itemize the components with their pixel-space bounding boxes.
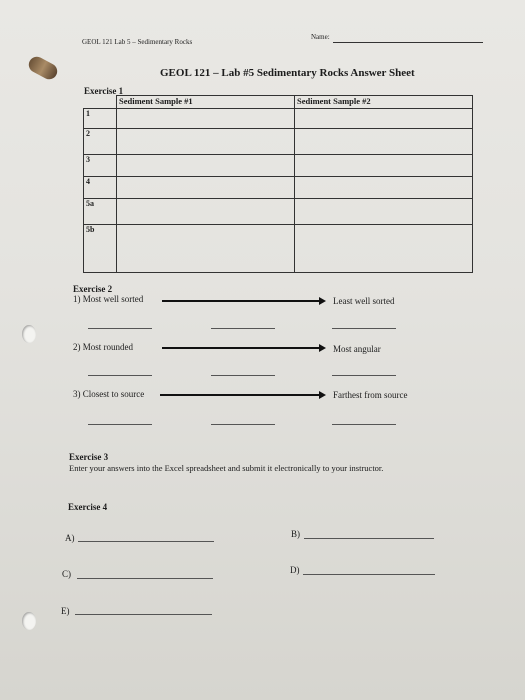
- answer-cell[interactable]: [295, 109, 473, 129]
- course-header: GEOL 121 Lab 5 – Sedimentary Rocks: [82, 38, 193, 46]
- exercise1-heading: Exercise 1: [84, 86, 124, 96]
- exercise3-instructions: Enter your answers into the Excel spreadsheet and submit it electronically to your instructor.: [69, 463, 384, 473]
- answer-label: D): [290, 565, 300, 575]
- answer-label: E): [61, 606, 70, 616]
- answer-blank[interactable]: [211, 328, 275, 329]
- answer-cell[interactable]: [117, 129, 295, 155]
- row-label: 1: [84, 109, 117, 129]
- exercise2-heading: Exercise 2: [73, 284, 113, 294]
- exercise1-table: [83, 95, 473, 273]
- answer-blank[interactable]: [77, 578, 213, 579]
- answer-blank[interactable]: [88, 424, 152, 425]
- row-label: 5a: [84, 199, 117, 225]
- scale-arrow: [162, 300, 320, 302]
- answer-label: B): [291, 529, 300, 539]
- answer-cell[interactable]: [117, 177, 295, 199]
- answer-cell[interactable]: [117, 155, 295, 177]
- punch-hole-bottom: [22, 612, 36, 630]
- col-header-sample2: Sediment Sample #2: [295, 96, 473, 109]
- answer-label: C): [62, 569, 71, 579]
- answer-blank[interactable]: [303, 574, 435, 575]
- scale-left-label: 1) Most well sorted: [73, 294, 144, 304]
- scale-right-label: Least well sorted: [333, 296, 395, 306]
- answer-cell[interactable]: [295, 129, 473, 155]
- answer-blank[interactable]: [211, 375, 275, 376]
- row-label: 4: [84, 177, 117, 199]
- answer-cell[interactable]: [295, 155, 473, 177]
- answer-blank[interactable]: [211, 424, 275, 425]
- answer-label: A): [65, 533, 75, 543]
- exercise3-heading: Exercise 3: [69, 452, 109, 462]
- page-title: GEOL 121 – Lab #5 Sedimentary Rocks Answer Sheet: [160, 67, 415, 79]
- answer-blank[interactable]: [332, 424, 396, 425]
- answer-blank[interactable]: [78, 541, 214, 542]
- name-line[interactable]: [333, 42, 483, 43]
- col-header-sample1: Sediment Sample #1: [117, 96, 295, 109]
- answer-blank[interactable]: [75, 614, 212, 615]
- exercise4-heading: Exercise 4: [68, 502, 108, 512]
- scale-arrow: [160, 394, 320, 396]
- answer-cell[interactable]: [117, 109, 295, 129]
- answer-blank[interactable]: [332, 375, 396, 376]
- binder-ring: [26, 54, 60, 82]
- answer-cell[interactable]: [117, 199, 295, 225]
- row-label: 3: [84, 155, 117, 177]
- punch-hole-top: [22, 325, 36, 343]
- scale-right-label: Most angular: [333, 344, 381, 354]
- answer-blank[interactable]: [88, 375, 152, 376]
- row-label: 2: [84, 129, 117, 155]
- scale-left-label: 3) Closest to source: [73, 389, 145, 399]
- answer-blank[interactable]: [88, 328, 152, 329]
- scale-arrow: [162, 347, 320, 349]
- scale-right-label: Farthest from source: [333, 390, 408, 400]
- answer-blank[interactable]: [332, 328, 396, 329]
- answer-cell[interactable]: [117, 225, 295, 273]
- name-label: Name:: [311, 33, 330, 41]
- answer-cell[interactable]: [295, 225, 473, 273]
- answer-cell[interactable]: [295, 199, 473, 225]
- answer-blank[interactable]: [304, 538, 434, 539]
- answer-cell[interactable]: [295, 177, 473, 199]
- row-label: 5b: [84, 225, 117, 273]
- scale-left-label: 2) Most rounded: [73, 342, 133, 352]
